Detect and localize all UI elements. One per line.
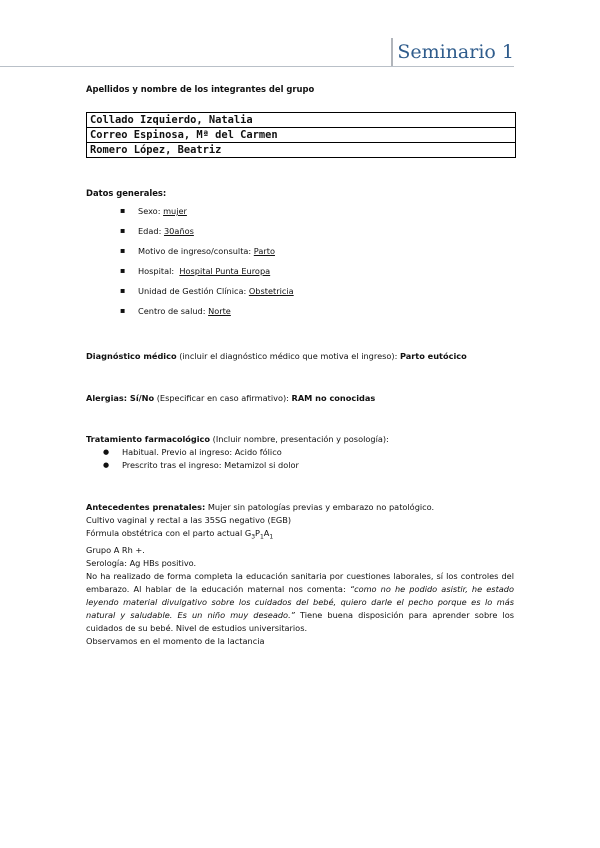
antecedentes-section xyxy=(86,501,514,648)
datos-list xyxy=(86,201,514,321)
list-item: ▪ Sexo: mujer xyxy=(86,201,514,221)
list-item: ▪ Centro de salud: Norte xyxy=(86,301,514,321)
serologia-line: Serología: Ag HBs positivo. xyxy=(86,557,197,568)
formula-line: Fórmula obstétrica con el parto actual $G_3P_1A_1$ xyxy=(86,528,274,541)
lactancia-line: Observamos en el momento de la lactancia xyxy=(86,635,265,646)
member-name: Correo Espinosa, Mª del Carmen xyxy=(87,128,516,143)
member-name: Romero López, Beatriz xyxy=(87,143,516,158)
list-item: ▪ Unidad de Gestión Clínica: Obstetricia xyxy=(86,281,514,301)
header-rule xyxy=(0,66,514,67)
list-item: ▪ Hospital: Hospital Punta Europa xyxy=(86,261,514,281)
page-header xyxy=(391,38,514,66)
document-body xyxy=(86,84,514,648)
list-item: ▪ Edad: 30años xyxy=(86,221,514,241)
datos-value: Parto xyxy=(253,246,275,256)
educacion-paragraph: No ha realizado de forma completa la educación sanitaria por cuestiones laborales, sí los controles del embarazo. Al hablar de la educación maternal nos comenta: “como no he podido asistir, he estado leyendo material divulgativo sobre los cuidados del bebé, quiero darle el pecho porque es lo más natural y saludable. Es un niño muy deseado.” Tiene buena disposición para aprender sobre los cuidados de su bebé. Nivel de estudios universitarios. xyxy=(86,570,515,633)
cultivo-line: Cultivo vaginal y rectal a las 35SG negativo (EGB) xyxy=(86,515,292,525)
group-title: Apellidos y nombre de los integrantes del grupo xyxy=(86,84,315,94)
table-row xyxy=(87,143,516,158)
datos-value: Norte xyxy=(208,306,231,316)
diagnostico-line: Diagnóstico médico (incluir el diagnóstico médico que motiva el ingreso): Parto eutócico xyxy=(86,351,467,361)
list-item: ▪ Motivo de ingreso/consulta: Parto xyxy=(86,241,514,261)
datos-value: 30años xyxy=(163,226,194,236)
datos-value: mujer xyxy=(163,206,187,216)
table-row xyxy=(87,113,516,128)
alergias-line: Alergias: Sí/No (Especificar en caso afirmativo): RAM no conocidas xyxy=(86,393,376,403)
datos-title: Datos generales: xyxy=(86,188,167,198)
datos-value: Hospital Punta Europa xyxy=(179,266,271,276)
list-item: ● Prescrito tras el ingreso: Metamizol si dolor xyxy=(86,459,514,472)
members-table xyxy=(86,112,516,158)
tratamiento-list xyxy=(86,446,514,472)
datos-value: Obstetricia xyxy=(248,286,294,296)
table-row xyxy=(87,128,516,143)
patient-quote: “como no he podido asistir, he estado leyendo material divulgativo sobre los cuidados del bebé, quiero darle el pecho porque es lo más natural y saludable. Es un niño muy deseado.” xyxy=(86,583,514,620)
antecedentes-intro: Antecedentes prenatales: Mujer sin patologías previas y embarazo no patológico. xyxy=(86,502,435,512)
header-title: Seminario 1 xyxy=(397,41,514,63)
list-item: ● Habitual. Previo al ingreso: Acido fólico xyxy=(86,446,514,459)
tratamiento-line: Tratamiento farmacológico (Incluir nombre, presentación y posología): xyxy=(86,434,389,444)
member-name: Collado Izquierdo, Natalia xyxy=(87,113,516,128)
grupo-line: Grupo A Rh +. xyxy=(86,544,145,555)
